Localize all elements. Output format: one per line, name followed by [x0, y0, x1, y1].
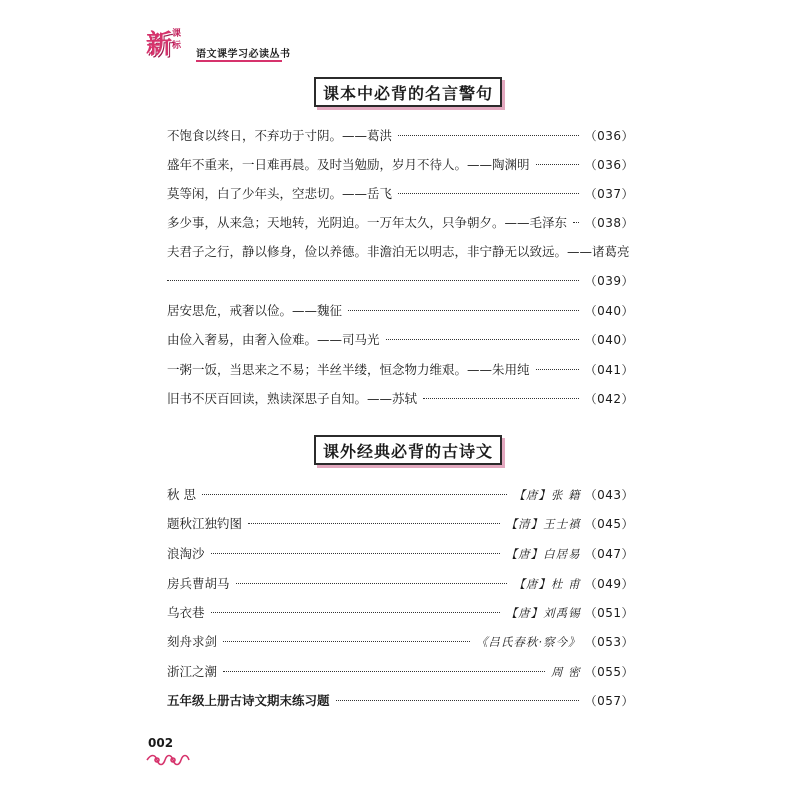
- toc-entry[interactable]: [167, 633, 634, 651]
- entry-text: 旧书不厌百回读，熟读深思子自知。——苏轼: [167, 391, 418, 406]
- entry-author: 【唐】张 籍: [513, 488, 581, 502]
- dot-leader: [202, 494, 507, 495]
- logo-sub-char-2: 标: [172, 41, 182, 51]
- entry-page: （047）: [584, 547, 634, 561]
- entry-page: （040）: [584, 333, 634, 347]
- logo-sub-char-1: 课: [172, 29, 182, 39]
- entry-text: 秋 思: [167, 487, 196, 502]
- dot-leader: [573, 222, 579, 223]
- entry-page: （041）: [584, 363, 634, 377]
- entry-text: 莫等闲，白了少年头，空悲切。——岳飞: [167, 186, 393, 201]
- entry-text: 夫君子之行，静以修身，俭以养德。非澹泊无以明志，非宁静无以致远。——诸葛亮: [167, 244, 630, 259]
- dot-leader: [248, 523, 500, 524]
- entry-text: 浙江之潮: [167, 664, 218, 679]
- entry-text: 题秋江独钓图: [167, 516, 243, 531]
- entry-page: （037）: [584, 187, 634, 201]
- series-logo: [146, 30, 190, 60]
- toc-entry[interactable]: [167, 390, 634, 408]
- entry-author: 《吕氏春秋·察今》: [475, 635, 581, 649]
- entry-page: （045）: [584, 517, 634, 531]
- entry-text: 一粥一饭，当思来之不易；半丝半缕，恒念物力维艰。——朱用纯: [167, 362, 530, 377]
- dot-leader: [211, 553, 500, 554]
- header-rule: [196, 60, 282, 62]
- dot-leader: [386, 339, 579, 340]
- dot-leader: [536, 369, 579, 370]
- dot-leader: [236, 583, 508, 584]
- entry-text: 多少事，从来急；天地转，光阴迫。一万年太久，只争朝夕。——毛泽东: [167, 215, 568, 230]
- entry-page: （043）: [584, 488, 634, 502]
- footer-ornament-icon: [145, 753, 191, 767]
- toc-entry[interactable]: [167, 185, 634, 203]
- toc-entry[interactable]: [167, 486, 634, 504]
- toc-entry[interactable]: [167, 331, 634, 349]
- entry-page: （057）: [584, 694, 634, 708]
- dot-leader: [398, 135, 579, 136]
- toc-entry[interactable]: [167, 361, 634, 379]
- entry-page: （049）: [584, 577, 634, 591]
- section1-banner: [314, 77, 502, 107]
- section1-title: 课本中必背的名言警句: [314, 77, 502, 107]
- entry-text: 乌衣巷: [167, 605, 205, 620]
- entry-page: （036）: [584, 129, 634, 143]
- page-number: 002: [148, 736, 174, 750]
- entry-author: 【清】王士禛: [505, 517, 581, 531]
- logo-main-char: 新: [146, 30, 171, 60]
- entry-page: （051）: [584, 606, 634, 620]
- entry-author: 周 密: [550, 665, 581, 679]
- entry-page: （038）: [584, 216, 634, 230]
- entry-text: 浪淘沙: [167, 546, 205, 561]
- entry-page: （036）: [584, 158, 634, 172]
- entry-page: （055）: [584, 665, 634, 679]
- toc-entry[interactable]: [167, 156, 634, 174]
- toc-entry[interactable]: [167, 515, 634, 533]
- dot-leader: [167, 280, 579, 281]
- section2-title: 课外经典必背的古诗文: [314, 435, 502, 465]
- toc-entry-continuation[interactable]: [167, 272, 634, 290]
- dot-leader: [336, 700, 579, 701]
- entry-text: 刻舟求剑: [167, 634, 218, 649]
- series-title: 语文课学习必读丛书: [196, 49, 291, 60]
- entry-author: 【唐】白居易: [505, 547, 581, 561]
- entry-page: （042）: [584, 392, 634, 406]
- dot-leader: [223, 641, 470, 642]
- entry-text: 房兵曹胡马: [167, 576, 230, 591]
- dot-leader: [348, 310, 579, 311]
- section2-banner: [314, 435, 502, 465]
- toc-entry[interactable]: [167, 127, 634, 145]
- dot-leader: [223, 671, 545, 672]
- toc-entry[interactable]: [167, 214, 634, 232]
- dot-leader: [536, 164, 579, 165]
- toc-entry[interactable]: [167, 692, 634, 710]
- toc-entry[interactable]: [167, 302, 634, 320]
- toc-entry[interactable]: [167, 243, 634, 261]
- dot-leader: [211, 612, 500, 613]
- dot-leader: [398, 193, 579, 194]
- entry-page: （039）: [584, 274, 634, 288]
- entry-author: 【唐】杜 甫: [513, 577, 581, 591]
- entry-text: 由俭入奢易，由奢入俭难。——司马光: [167, 332, 380, 347]
- dot-leader: [423, 398, 579, 399]
- entry-text: 居安思危，戒奢以俭。——魏征: [167, 303, 343, 318]
- entry-text: 盛年不重来，一日难再晨。及时当勉励，岁月不待人。——陶渊明: [167, 157, 530, 172]
- toc-entry[interactable]: [167, 545, 634, 563]
- entry-author: 【唐】刘禹锡: [505, 606, 581, 620]
- entry-page: （040）: [584, 304, 634, 318]
- toc-entry[interactable]: [167, 604, 634, 622]
- toc-entry[interactable]: [167, 663, 634, 681]
- entry-text: 五年级上册古诗文期末练习题: [167, 693, 330, 708]
- entry-text: 不饱食以终日，不弃功于寸阴。——葛洪: [167, 128, 393, 143]
- toc-entry[interactable]: [167, 575, 634, 593]
- entry-page: （053）: [584, 635, 634, 649]
